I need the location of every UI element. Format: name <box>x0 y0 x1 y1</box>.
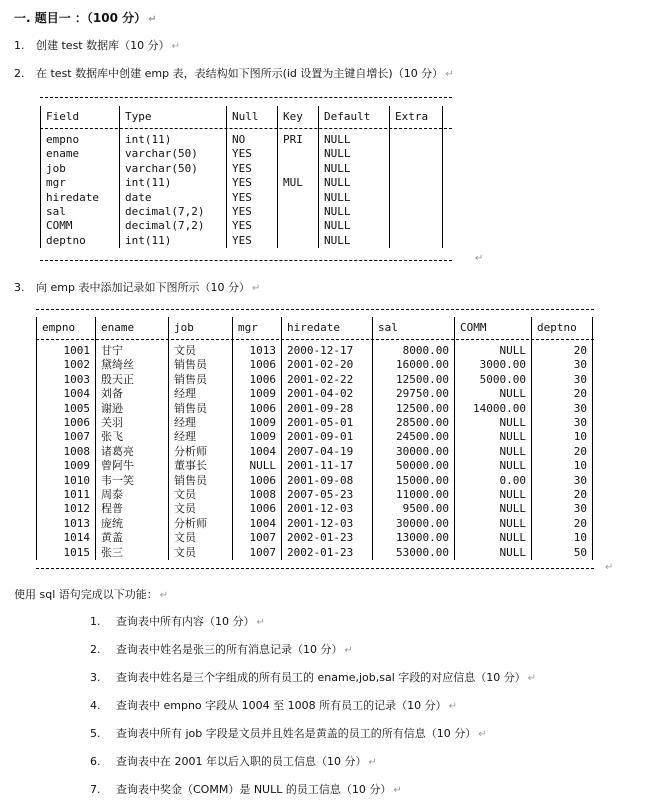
table-cell <box>390 234 443 248</box>
table-cell: 韦一笑 <box>96 474 169 488</box>
table-cell: empno <box>41 133 120 147</box>
paragraph-mark-icon: ↵ <box>251 283 261 294</box>
table-cell: NULL <box>455 416 532 430</box>
table-cell: 2001-12-03 <box>282 502 373 516</box>
table-cell: NULL <box>455 387 532 401</box>
task-item: 1. 查询表中所有内容（10 分） ↵ <box>90 615 265 628</box>
table-cell: NULL <box>455 546 532 560</box>
task-item: 5. 查询表中所有 job 字段是文员并且姓名是黄盖的员工的所有信息（10 分） ↵ <box>90 727 487 740</box>
table-cell: deptno <box>41 234 120 248</box>
table-cell: 1004 <box>233 445 282 459</box>
paragraph-mark-icon: ↵ <box>368 757 377 768</box>
table-cell: 张飞 <box>96 430 169 444</box>
table-cell: YES <box>227 205 278 219</box>
table-cell <box>390 176 443 190</box>
task-item: 3. 查询表中姓名是三个字组成的所有员工的 ename,job,sal 字段的对应信息（10 分） ↵ <box>90 671 537 684</box>
table-cell: 文员 <box>169 546 233 560</box>
table-cell: varchar(50) <box>120 162 227 176</box>
table-cell: 2007-04-19 <box>282 445 373 459</box>
table-cell <box>390 191 443 205</box>
table-cell: NULL <box>455 430 532 444</box>
step-text: 在 test 数据库中创建 emp 表，表结构如下图所示(id 设置为主键自增长)（10 分） <box>36 67 444 80</box>
records-table <box>36 309 594 569</box>
table-cell: 5000.00 <box>455 373 532 387</box>
table-cell: PRI <box>278 133 319 147</box>
table-cell: 庞统 <box>96 517 169 531</box>
table-cell: MUL <box>278 176 319 190</box>
table-row <box>41 219 443 233</box>
table-cell: NULL <box>319 219 390 233</box>
table-cell: int(11) <box>120 176 227 190</box>
table-cell: decimal(7,2) <box>120 205 227 219</box>
paragraph-mark-icon: ↵ <box>344 645 353 656</box>
table-cell: 8000.00 <box>373 344 455 358</box>
table-cell: 经理 <box>169 387 233 401</box>
table-cell: 30 <box>532 402 593 416</box>
table-cell: NULL <box>319 205 390 219</box>
table-cell: 1009 <box>233 387 282 401</box>
table-cell: 1012 <box>37 502 96 516</box>
struct-header-4: Default <box>319 106 390 126</box>
table-cell: 1007 <box>233 531 282 545</box>
table-cell: 甘宁 <box>96 344 169 358</box>
table-cell: 1004 <box>37 387 96 401</box>
table-cell: hiredate <box>41 191 120 205</box>
table-cell: NULL <box>455 531 532 545</box>
rec-header-3: mgr <box>233 317 282 337</box>
table-row <box>37 445 593 459</box>
paragraph-mark-icon: ↵ <box>527 673 537 684</box>
table-cell <box>390 219 443 233</box>
table-cell: NULL <box>455 488 532 502</box>
table-cell: 50000.00 <box>373 459 455 473</box>
rec-header-6: COMM <box>455 317 532 337</box>
table-cell: NO <box>227 133 278 147</box>
table-cell: 1015 <box>37 546 96 560</box>
table-cell: NULL <box>319 147 390 161</box>
table-cell: 2001-02-22 <box>282 373 373 387</box>
struct-header-0: Field <box>41 106 120 126</box>
table-cell: 30 <box>532 416 593 430</box>
table-cell: 30000.00 <box>373 517 455 531</box>
section-heading <box>14 9 157 26</box>
table-cell: 3000.00 <box>455 358 532 372</box>
table-cell: YES <box>227 147 278 161</box>
paragraph-mark-icon: ↵ <box>393 785 402 796</box>
table-cell: 1006 <box>233 502 282 516</box>
table-cell: 20 <box>532 387 593 401</box>
table-cell: 1001 <box>37 344 96 358</box>
table-cell: 1009 <box>233 416 282 430</box>
table-cell <box>278 219 319 233</box>
table-cell: 销售员 <box>169 358 233 372</box>
paragraph-mark-icon: ↵ <box>171 41 181 52</box>
table-cell: 2001-04-02 <box>282 387 373 401</box>
table-row <box>37 474 593 488</box>
paragraph-mark-icon: ↵ <box>478 729 487 740</box>
table-cell: 30 <box>532 358 593 372</box>
table-cell: 销售员 <box>169 373 233 387</box>
struct-header-2: Null <box>227 106 278 126</box>
table-cell: 20 <box>532 517 593 531</box>
table-cell: 2001-11-17 <box>282 459 373 473</box>
paragraph-mark-icon: ↵ <box>448 701 458 712</box>
table-cell: 13000.00 <box>373 531 455 545</box>
table-cell: 殷天正 <box>96 373 169 387</box>
table-cell: mgr <box>41 176 120 190</box>
table-row <box>37 373 593 387</box>
table-cell: 1014 <box>37 531 96 545</box>
rec-header-1: ename <box>96 317 169 337</box>
table-cell: job <box>41 162 120 176</box>
rec-header-2: job <box>169 317 233 337</box>
table-cell: 诸葛亮 <box>96 445 169 459</box>
table-row <box>41 205 443 219</box>
table-cell: NULL <box>319 162 390 176</box>
step-text: 向 emp 表中添加记录如下图所示（10 分） <box>36 281 250 294</box>
table-cell: 2001-05-01 <box>282 416 373 430</box>
table-cell: NULL <box>319 234 390 248</box>
table-cell: 周泰 <box>96 488 169 502</box>
paragraph-mark-icon: ↵ <box>445 69 454 80</box>
table-cell: 文员 <box>169 502 233 516</box>
table-cell: 10 <box>532 531 593 545</box>
table-cell: YES <box>227 234 278 248</box>
table-cell: 1003 <box>37 373 96 387</box>
table-cell: 文员 <box>169 344 233 358</box>
table-cell: NULL <box>233 459 282 473</box>
table-cell: 12500.00 <box>373 373 455 387</box>
table-cell <box>278 205 319 219</box>
structure-table-grid <box>40 106 443 248</box>
table-cell: YES <box>227 176 278 190</box>
table-cell: 2001-12-03 <box>282 517 373 531</box>
table-cell <box>390 147 443 161</box>
table-cell: 20 <box>532 488 593 502</box>
table-cell: 20 <box>532 344 593 358</box>
table-row <box>41 133 443 147</box>
table-cell: varchar(50) <box>120 147 227 161</box>
table-row <box>37 402 593 416</box>
task-item: 2. 查询表中姓名是张三的所有消息记录（10 分） ↵ <box>90 643 353 656</box>
table-row <box>37 502 593 516</box>
table-cell: NULL <box>455 445 532 459</box>
step-item: 2. 在 test 数据库中创建 emp 表，表结构如下图所示(id 设置为主键自增长)（10 分） ↵ <box>14 67 454 80</box>
paragraph-mark-icon: ↵ <box>256 617 265 628</box>
table-cell: 1004 <box>233 517 282 531</box>
table-cell: 经理 <box>169 416 233 430</box>
table-row <box>37 531 593 545</box>
table-cell: NULL <box>319 176 390 190</box>
table-row <box>41 147 443 161</box>
table-row <box>37 358 593 372</box>
rec-header-7: deptno <box>532 317 593 337</box>
table-cell: 1008 <box>233 488 282 502</box>
table-cell: 1002 <box>37 358 96 372</box>
table-cell: 12500.00 <box>373 402 455 416</box>
step-item: 1. 创建 test 数据库（10 分） ↵ <box>14 39 181 52</box>
task-item: 6. 查询表中在 2001 年以后入职的员工信息（10 分） ↵ <box>90 755 377 768</box>
table-cell: NULL <box>455 344 532 358</box>
table-cell: 黛绮丝 <box>96 358 169 372</box>
table-cell: 2002-01-23 <box>282 531 373 545</box>
table-cell: 经理 <box>169 430 233 444</box>
table-cell: 1013 <box>37 517 96 531</box>
table-cell: 2001-09-08 <box>282 474 373 488</box>
table-cell: COMM <box>41 219 120 233</box>
table-row <box>37 488 593 502</box>
heading-text: 一. 题目一 ：（100 分） <box>14 11 147 25</box>
table-cell: int(11) <box>120 234 227 248</box>
table-cell: 1011 <box>37 488 96 502</box>
table-cell: 1013 <box>233 344 282 358</box>
table-cell: 谢逊 <box>96 402 169 416</box>
structure-table <box>40 97 452 261</box>
table-cell: 30000.00 <box>373 445 455 459</box>
struct-header-1: Type <box>120 106 227 126</box>
table-row <box>41 176 443 190</box>
table-cell: NULL <box>455 459 532 473</box>
table-cell: NULL <box>455 517 532 531</box>
table-cell: 1006 <box>233 402 282 416</box>
table-cell: 1007 <box>233 546 282 560</box>
table-cell: 10 <box>532 459 593 473</box>
task-item: 4. 查询表中 empno 字段从 1004 至 1008 所有员工的记录（10 分） ↵ <box>90 699 458 712</box>
table-cell: 2000-12-17 <box>282 344 373 358</box>
table-cell: 1008 <box>37 445 96 459</box>
table-row <box>41 234 443 248</box>
table-cell: 29750.00 <box>373 387 455 401</box>
table-cell: 2002-01-23 <box>282 546 373 560</box>
table-cell: NULL <box>455 502 532 516</box>
records-table-grid <box>36 317 593 560</box>
table-cell: 10 <box>532 430 593 444</box>
table-cell: 2001-02-20 <box>282 358 373 372</box>
table-cell: YES <box>227 162 278 176</box>
table-row <box>41 162 443 176</box>
table-cell: 30 <box>532 373 593 387</box>
step-item: 3. 向 emp 表中添加记录如下图所示（10 分） ↵ <box>14 281 261 294</box>
rec-header-4: hiredate <box>282 317 373 337</box>
table-cell: 28500.00 <box>373 416 455 430</box>
table-cell: 24500.00 <box>373 430 455 444</box>
table-cell: 20 <box>532 445 593 459</box>
table-cell <box>278 234 319 248</box>
table-cell <box>390 133 443 147</box>
table-cell: 1006 <box>233 474 282 488</box>
table-row <box>37 430 593 444</box>
table-cell <box>278 147 319 161</box>
paragraph-mark-icon: ↵ <box>148 14 157 25</box>
paragraph-mark-icon: ↵ <box>159 590 169 601</box>
sql-intro: 使用 sql 语句完成以下功能： ↵ <box>14 588 169 601</box>
table-cell: 11000.00 <box>373 488 455 502</box>
paragraph-mark-icon: ↵ <box>605 562 614 573</box>
table-cell: 1007 <box>37 430 96 444</box>
table-cell: 销售员 <box>169 474 233 488</box>
table-cell <box>278 191 319 205</box>
table-cell: 9500.00 <box>373 502 455 516</box>
table-cell: 2007-05-23 <box>282 488 373 502</box>
table-cell: 1005 <box>37 402 96 416</box>
table-cell: 53000.00 <box>373 546 455 560</box>
table-cell: 程普 <box>96 502 169 516</box>
table-cell: 15000.00 <box>373 474 455 488</box>
step-text: 创建 test 数据库（10 分） <box>36 39 170 52</box>
table-row <box>37 546 593 560</box>
table-cell: 文员 <box>169 531 233 545</box>
table-cell <box>390 205 443 219</box>
table-cell: date <box>120 191 227 205</box>
table-cell: 1009 <box>37 459 96 473</box>
table-cell: 1006 <box>233 358 282 372</box>
table-cell: int(11) <box>120 133 227 147</box>
table-cell: YES <box>227 219 278 233</box>
table-row <box>37 416 593 430</box>
struct-header-3: Key <box>278 106 319 126</box>
table-cell: 分析师 <box>169 445 233 459</box>
table-cell: 30 <box>532 474 593 488</box>
rec-header-0: empno <box>37 317 96 337</box>
table-cell: NULL <box>319 191 390 205</box>
table-cell: 2001-09-01 <box>282 430 373 444</box>
table-row <box>37 387 593 401</box>
table-cell: 2001-09-28 <box>282 402 373 416</box>
table-cell: 曾阿牛 <box>96 459 169 473</box>
struct-header-5: Extra <box>390 106 443 126</box>
table-cell: sal <box>41 205 120 219</box>
table-cell: 30 <box>532 502 593 516</box>
table-cell: NULL <box>319 133 390 147</box>
table-cell <box>278 162 319 176</box>
table-cell: 刘备 <box>96 387 169 401</box>
task-item: 7. 查询表中奖金（COMM）是 NULL 的员工信息（10 分） ↵ <box>90 783 402 796</box>
table-cell: 1010 <box>37 474 96 488</box>
table-cell: 1009 <box>233 430 282 444</box>
table-cell: 14000.00 <box>455 402 532 416</box>
table-row <box>37 459 593 473</box>
table-cell: 张三 <box>96 546 169 560</box>
table-cell: 黄盖 <box>96 531 169 545</box>
paragraph-mark-icon: ↵ <box>475 253 484 264</box>
table-cell: YES <box>227 191 278 205</box>
table-cell: 销售员 <box>169 402 233 416</box>
table-cell: 1006 <box>37 416 96 430</box>
rec-header-5: sal <box>373 317 455 337</box>
table-cell: 0.00 <box>455 474 532 488</box>
table-cell: 分析师 <box>169 517 233 531</box>
table-cell: 16000.00 <box>373 358 455 372</box>
table-cell: decimal(7,2) <box>120 219 227 233</box>
table-cell <box>390 162 443 176</box>
table-cell: 1006 <box>233 373 282 387</box>
table-cell: 关羽 <box>96 416 169 430</box>
table-row <box>37 517 593 531</box>
table-cell: 50 <box>532 546 593 560</box>
table-cell: 文员 <box>169 488 233 502</box>
table-cell: ename <box>41 147 120 161</box>
table-cell: 董事长 <box>169 459 233 473</box>
table-row <box>37 344 593 358</box>
table-row <box>41 191 443 205</box>
